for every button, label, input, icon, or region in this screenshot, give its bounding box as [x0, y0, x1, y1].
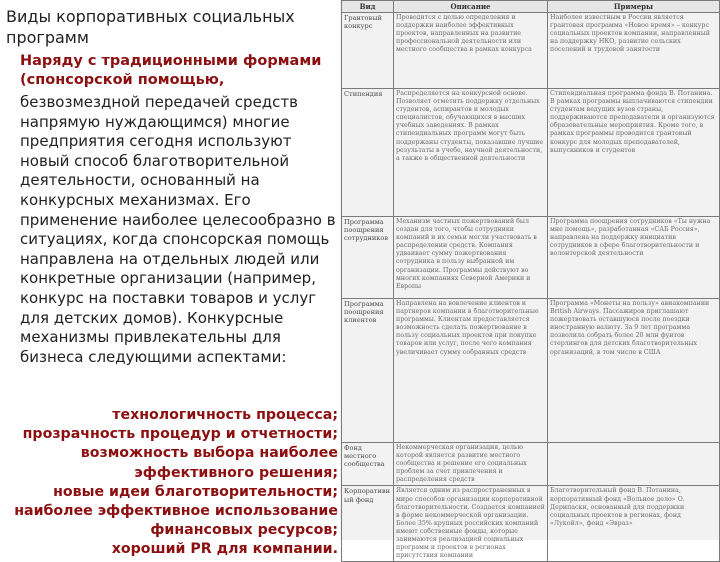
row-type: Программа поощрения клиентов [342, 299, 394, 443]
aspect-item: новые идеи благотворительности; [53, 483, 338, 500]
table-row [342, 217, 720, 299]
column-header-description: Описание [394, 1, 548, 13]
row-type: Корпоративный фонд [342, 486, 394, 562]
aspect-item: прозрачность процедур и отчетности; [22, 426, 338, 443]
aspect-item: финансовых ресурсов; [150, 522, 338, 539]
row-description: Проводится с целью определения и поддержки наиболее эффективных проектов, направленных на развитие профессиональной деятельности или местного сообщества в рамках конкурса [394, 13, 548, 89]
table-header-row [342, 1, 720, 13]
row-type: Программа поощрения сотрудников [342, 217, 394, 299]
table-row [342, 486, 720, 562]
row-description: Распределяется на конкурсной основе. Позволяет отметить поддержку отдельных студентов, аспирантов и молодых специалистов, обучающихся в высших учебных заведениях. В рамках стипендиальных программ могут быть поддержаны студенты, показавшие лучшие результаты в учебе, научной деятельности, а также в общественной деятельности [394, 89, 548, 217]
table-row [342, 299, 720, 443]
aspect-item: хороший PR для компании. [111, 541, 338, 558]
aspect-item: наиболее эффективное использование [14, 503, 338, 520]
aspect-item: возможность выбора наиболее [80, 445, 338, 462]
row-examples: Программа «Монеты на пользу» авиакомпании British Airways. Пассажиров приглашают пожертвовать оставшуюся после поездки иностранную валюту. За 9 лет программа позволила собрать более 20 млн фунтов стерлингов для детских благотворительных организаций, в том числе в США [548, 299, 720, 443]
row-examples [548, 443, 720, 486]
column-header-examples: Примеры [548, 1, 720, 13]
table-row [342, 89, 720, 217]
table-row [342, 13, 720, 89]
column-header-type: Вид [342, 1, 394, 13]
aspect-item: эффективного решения; [134, 464, 338, 481]
table-row [342, 443, 720, 486]
programs-table [341, 0, 720, 562]
body-paragraph: безвозмездной передачей средств напрямую нуждающимся) многие предприятия сегодня используют новый способ благотворительной деятельности, основанный на конкурсных механизмах. Его применение наиболее целесообразно в ситуациях, когда спонсорская помощь направлена на отдельных людей или конкретные организации (например, конкурс на поставки товаров и услуг для детских домов). Конкурсные механизмы привлекательны для бизнеса следующими аспектами: [20, 93, 336, 366]
aspect-item: технологичность процесса; [112, 407, 338, 423]
row-description: Некоммерческая организация, целью которой является развитие местного сообщества и решение его социальных проблем за счет привлечения и распределения средств [394, 443, 548, 486]
programs-table-image [340, 0, 720, 560]
row-description: Является одним из распространенных в мире способов организации корпоративной благотворительности. Создается компанией в форме некоммерческой организации. Более 35% крупных российских компаний имеют собственные фонды, которые занимаются реализацией социальных программ и проектов в регионах присутствия компании [394, 486, 548, 562]
row-description: Механизм частных пожертвований был создан для того, чтобы сотрудники компаний и их семьи могли участвовать в распределении средств. Компания удваивает сумму пожертвования сотрудника в пользу выбранной им организации. Программы действуют во многих компаниях Северной Америки и Европы [394, 217, 548, 299]
row-type: Грантовый конкурс [342, 13, 394, 89]
page-title: Виды корпоративных социальных программ [6, 7, 295, 47]
intro-highlight: Наряду с традиционными формами (спонсорской помощью, [20, 53, 322, 88]
row-examples: Наиболее известным в России является грантовая программа «Новое время» – конкурс социальных проектов компании, направленный на поддержку НКО, развитие сельских поселений и трудовой занятости [548, 13, 720, 89]
row-examples: Программа поощрения сотрудников «Ты нужна мне помощь», разработанная «САБ Россия», направлена на поддержку инициатив сотрудников в сфере благотворительности и волонтерской деятельности [548, 217, 720, 299]
row-examples: Стипендиальная программа фонда В. Потанина. В рамках программы выплачиваются стипендии студентам ведущих вузов страны, поддерживаются преподаватели и организуются образовательные мероприятия. Кроме того, в рамках программы проводится грантовый конкурс для молодых преподавателей, выпускников и студентов [548, 89, 720, 217]
aspects-list [0, 406, 338, 560]
row-type: Стипендия [342, 89, 394, 217]
row-type: Фонд местного сообщества [342, 443, 394, 486]
row-examples: Благотворительный фонд В. Потанина, корпоративный фонд «Вольное дело» О. Дерипаски, основанный для поддержки социальных проектов в регионах, фонд «Лукойл», фонд «Эвраз» [548, 486, 720, 562]
row-description: Направлена на вовлечение клиентов и партнеров компании в благотворительные программы. Клиентам предоставляется возможность сделать пожертвование в пользу социальных проектов при покупке товаров или услуг, после чего компания увеличивает сумму собранных средств [394, 299, 548, 443]
